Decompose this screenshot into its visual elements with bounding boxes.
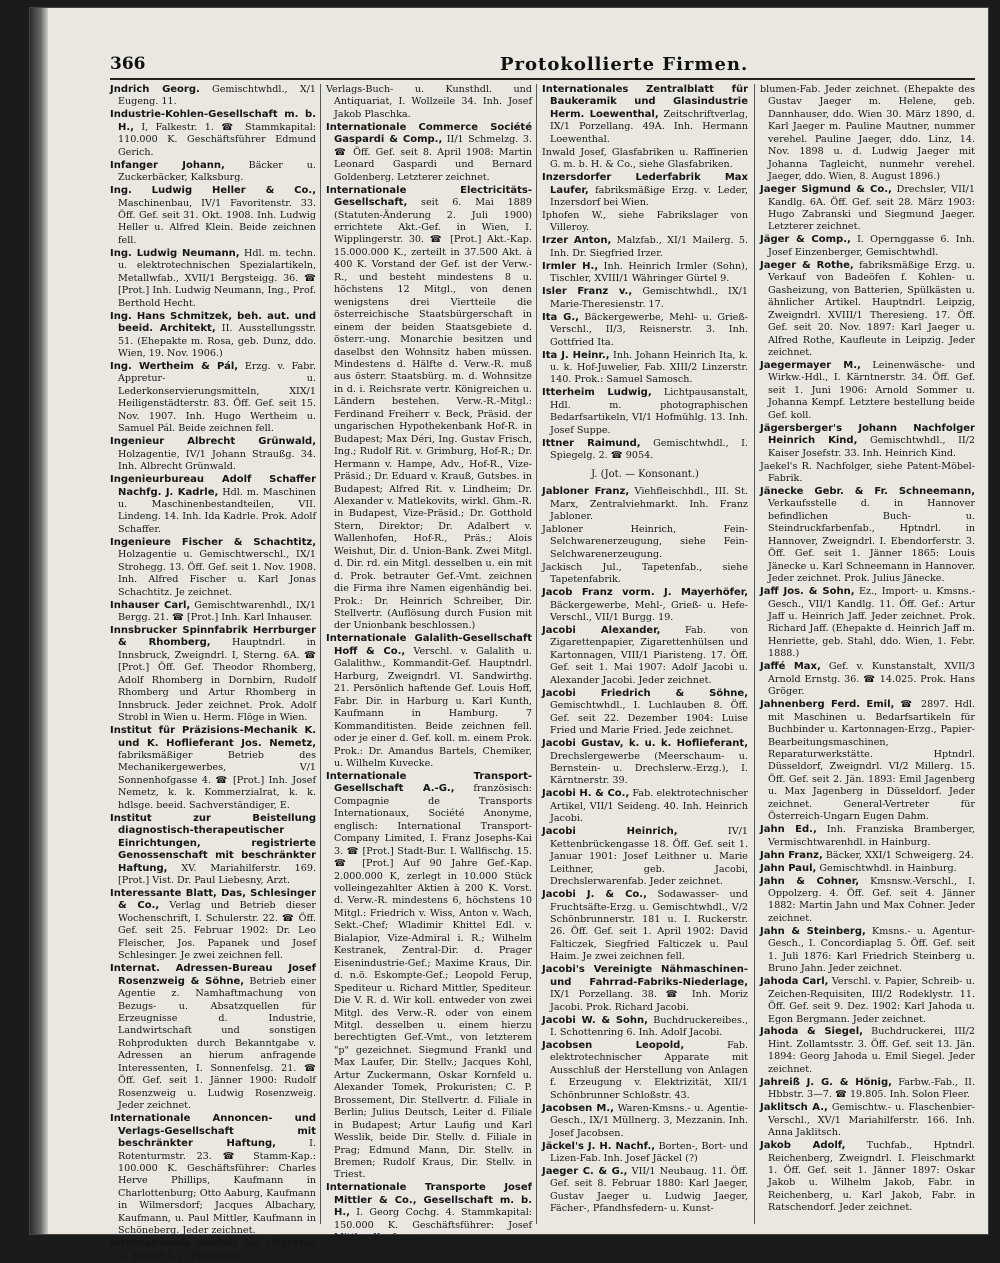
firm-name: Jacobi Alexander, <box>542 625 661 637</box>
firm-name: Ingenieur Albrecht Grünwald, <box>110 436 316 448</box>
firm-name: Ing. Ludwig Heller & Co., <box>110 185 316 197</box>
firm-details: Gemischtwhdl., I. Spiegelg. 2. ☎ 9054. <box>550 437 748 462</box>
firm-entry <box>110 537 316 599</box>
firm-entry <box>326 185 532 633</box>
firm-name: Ittner Raimund, <box>542 437 641 449</box>
firm-name: Jaklitsch A., <box>760 1102 828 1114</box>
firm-details: fabriksmäßiger Betrieb des Mechanikergewerbes, V/1 Sonnenhofgasse 4. ☎ [Prot.] Inh. Josef Nemetz, k. k. Kommerzialrat, k. k. hdlsge. beeid. Sachverständiger, E. <box>118 750 316 811</box>
firm-name: Ing. Hans Schmitzek, beh. aut. und beeid. Architekt, <box>110 310 316 335</box>
firm-entry <box>760 850 975 862</box>
firm-entry <box>110 725 316 812</box>
firm-entry <box>542 261 748 286</box>
firm-name: Jacob Franz vorm. J. Mayerhöfer, <box>542 587 748 599</box>
firm-entry <box>542 1141 748 1166</box>
firm-name: Jaegermayer M., <box>760 359 861 371</box>
firm-entry <box>760 876 975 926</box>
firm-details: Ez., Import- u. Kmsns.-Gesch., VII/1 Kandlg. 11. Öff. Gef.: Artur Jaff u. Heinrich Jaff. Jeder zeichnet. Prok. Richard Jaff. (Ehepakte d. Heinrich Jaff m. Henriette, geb. Stahl, ddo. Wien, 1. Febr. 1888.) <box>768 586 976 660</box>
firm-name: Jahn Paul, <box>760 862 817 874</box>
firm-name: Ita J. Heinr., <box>542 349 610 361</box>
firm-name: Jahn Franz, <box>760 849 823 861</box>
firm-details: ☎ 2897. Hdl. mit Maschinen u. Bedarfsartikeln für Buchbinder u. Kartonnagen-Erzg., Papier-Bearbeitungsmaschinen, Reparaturwerkstätte. Hptndrl. Düsseldorf, Zweigndrl. VI/2 Millerg. 15. Öff. Gef. seit 2. Jän. 1893: Emil Jagenberg u. Max Jagenberg in Düsseldorf. Jeder zeichnet. General-Vertreter für Österreich-Ungarn Eugen Dahm. <box>768 699 975 823</box>
firm-details: XV. Mariahilferstr. 169. [Prot.] Vist. Dr. Paul Liebesny, Arzt. <box>118 862 316 887</box>
firm-details: Jaekel's R. Nachfolger, siehe Patent-Möbel-Fabrik. <box>760 460 975 485</box>
firm-entry <box>542 438 748 463</box>
firm-details: fabriksmäßige Erzg. v. Leder, Inzersdorf bei Wien. <box>550 184 748 209</box>
firm-details: Gemischtwhdl., I. Luchlauben 8. Öff. Gef. seit 22. Dezember 1904: Luise Fried und Marie Fried. Jede zeichnet. <box>550 700 748 737</box>
firm-entry <box>760 1077 975 1102</box>
firm-details: Inh. Heinrich Irmler (Sohn), Tischler, XVIII/1 Währinger Gürtel 9. <box>550 260 748 285</box>
firm-entry <box>110 813 316 888</box>
firm-entry <box>542 387 748 437</box>
firm-name: Jäckel's J. H. Nachf., <box>542 1140 656 1152</box>
firm-name: Jahnenberg Ferd. Emil, <box>760 699 895 711</box>
firm-name: Jägersberger's Johann Nachfolger Heinrich Kind, <box>760 422 975 447</box>
firm-entry <box>110 963 316 1112</box>
firm-entry <box>326 771 532 1182</box>
firm-details: Jabloner Heinrich, Fein-Selchwarenerzeugung, siehe Fein-Selchwarenerzeugung. <box>542 523 748 560</box>
firm-name: Jacobi W. & Sohn, <box>542 1014 648 1026</box>
firm-entry <box>110 361 316 436</box>
firm-details: Fab. elektrotechnischer Apparate mit Ausschluß der Herstellung von Anlagen f. Erzeugung v. Elektrizität, XII/1 Schönbrunner Schloßstr. 43. <box>550 1039 749 1101</box>
firm-details: Gef. v. Kunstanstalt, XVII/3 Arnold Ernstg. 36. ☎ 14.025. Prok. Hans Gröger. <box>768 661 976 698</box>
firm-name: Jahn Ed., <box>760 824 817 836</box>
firm-name: Institut zur Beistellung diagnostisch-therapeutischer Einrichtungen, registrierte Genossenschaft mit beschränkter Haftung, <box>110 812 316 874</box>
firm-entry <box>110 600 316 625</box>
firm-details: französisch: Compagnie de Transports Internationaux, Société Anonyme, englisch: International Transport-Company Limited, I. Franz Josephs-Kai 3. ☎ [Prot.] Stadt-Bur. I. Wallfischg. 15. ☎ [Prot.] Auf 90 Jahre Gef.-Kap. 2.000.000 K, zerlegt in 10.000 Stück volleingezahlter Aktien à 200 K. Vorst. d. Verw.-R. mindestens 6, höchstens 10 Mitgl.: Friedrich v. Wiss, Anton v. Wach, Sekt.-Chef; Wladimir Khittel Edl. v. Bialapior, Vize-Admiral i. R.; Wilhelm Kestranek, Zentral-Dir. d. Prager Eisenindustrie-Gef.; Maxime Kraus, Dir. d. n.ö. Eskompte-Gef.; Leopold Ferup, Spediteur u. Richard Mittler, Spediteur. Die V. R. d. Wir koll. entweder von zwei Mitgl. des Verw.-R. oder von einem Mitgl. desselben u. einem hierzu berechtigten Gef.-Vmt., von letzterem "p" gezeichnet. Siegmund Frankl und Max Laufer, Dir. Stellv.; Jacques Kohl, Artur Zuckermann, Oskar Kornfeld u. Alexander Tomek, Prokuristen; C. P. Brossement, Dir. Stellvertr. d. Filiale in Berlin; Julius Deutsch, Leiter d. Filiale in Budapest; Artur Laufig und Karl Wesslik, beide Dir. Stellv. d. Filiale in Prag; Edmund Mann, Dir. Stellv. in Bremen; Rudolf Kraus, Dir. Stellv. in Triest. <box>334 783 532 1181</box>
firm-entry <box>542 147 748 172</box>
page-title: Protokollierte Firmen. <box>500 54 749 75</box>
firm-details: Bäcker u. Zuckerbäcker, Kalksburg. <box>118 159 316 184</box>
firm-entry <box>760 486 975 586</box>
firm-entry <box>542 312 748 349</box>
firm-details: Farbw.-Fab., II. Hbbstr. 3—7. ☎ 19.805. Inh. Solon Fleer. <box>768 1076 975 1101</box>
firm-details: Leinenwäsche- und Wirkw.-Hdl., I. Kärntnerstr. 34. Öff. Gef. seit 1. Juni 1906: Arnold Sommer u. Johanna Kempf. Letztere bestellung beide Gef. koll. <box>768 359 976 421</box>
firm-name: Jahoda Carl, <box>760 976 829 988</box>
firm-details: Drechsler, VII/1 Kandlg. 6A. Öff. Gef. seit 28. März 1903: Hugo Zabranski und Siegmund Jaeger. Letzterer zeichnet. <box>768 184 975 233</box>
firm-details: Erzg. v. Fabr. Appretur- u. Lederkonservierungsmitteln, XIX/1 Heiligenstädterstr. 83. Öff. Gef. seit 15. Nov. 1907. Inh. Hugo Wertheim u. Samuel Pál. Beide zeichnen fell. <box>118 360 316 435</box>
firm-name: Jaff Jos. & Sohn, <box>760 586 855 598</box>
firm-details: Hdl. m. Maschinen u. Maschinenbestandteilen, VII. Lindeng. 14. Inh. Ida Kadrle. Prok. Adolf Schaffer. <box>118 486 316 535</box>
firm-entry <box>110 436 316 473</box>
firm-details: Zeitschriftverlag, IX/1 Porzellang. 49A. Inh. Hermann Loewenthal. <box>550 108 748 145</box>
firm-entry <box>110 625 316 725</box>
firm-entry <box>542 1103 748 1140</box>
column-3 <box>542 84 748 1224</box>
firm-entry <box>542 1015 748 1040</box>
firm-details: II. Ausstellungsstr. 51. (Ehepakte m. Rosa, geb. Dunz, ddo. Wien, 19. Nov. 1906.) <box>118 323 316 360</box>
firm-entry <box>760 184 975 234</box>
firm-name: Jacobsen M., <box>542 1102 614 1114</box>
firm-name: Ingenieurbureau Adolf Schaffer Nachfg. J. Kadrle, <box>110 474 316 498</box>
firm-name: Internationale Transport-Gesellschaft A.-G., <box>326 770 532 795</box>
firm-name: Jabloner Franz, <box>542 486 630 498</box>
firm-details: Bäckergewerbe, Mehl-, Grieß- u. Hefe-Verschl., VII/1 Burgg. 19. <box>550 599 748 624</box>
firm-entry <box>760 234 975 259</box>
firm-details: I, Falkestr. 1. ☎ Stammkapital: 110.000 K. Geschäftsführer Edmund Gerich. <box>118 121 316 158</box>
firm-details: Lichtpausanstalt, Hdl. m. photographischen Bedarfsartikeln, VI/1 Hofmühlg. 13. Inh. Josef Suppe. <box>550 387 749 436</box>
firm-details: Holzagentie, IV/1 Johann Straußg. 34. Inh. Albrecht Grünwald. <box>118 448 316 473</box>
firm-details: Gemischtwhdl., II/2 Kaiser Josefstr. 33. Inh. Heinrich Kind. <box>768 435 975 459</box>
firm-name: Irzer Anton, <box>542 235 612 247</box>
firm-details: Jackisch Jul., Tapetenfab., siehe Tapetenfabrik. <box>542 561 748 586</box>
firm-entry <box>542 826 748 888</box>
firm-entry <box>542 625 748 687</box>
firm-entry <box>760 1140 975 1215</box>
firm-details: Fab. elektrotechnischer Artikel, VII/1 Seideng. 40. Inh. Heinrich Jacobi. <box>550 788 748 825</box>
firm-entry <box>542 286 748 311</box>
firm-name: Internat. Adressen-Bureau Josef Rosenzweig & Söhne, <box>110 963 316 987</box>
firm-entry <box>326 84 532 121</box>
firm-details: I. Georg Cochg. 4. Stammkapital: 150.000 K. Geschäftsführer: Josef Mittler, Kaufmann. <box>334 1207 532 1244</box>
firm-entry <box>542 210 748 235</box>
firm-entry <box>326 633 532 770</box>
firm-name: Jacobi Friedrich & Söhne, <box>542 687 748 699</box>
firm-name: Internationale Transporte Josef Mittler & Co., Gesellschaft m. b. H., <box>326 1182 532 1219</box>
firm-entry <box>542 1040 748 1102</box>
column-4 <box>760 84 975 1224</box>
firm-name: Jacobi H. & Co., <box>542 788 630 800</box>
firm-entry <box>542 788 748 825</box>
firm-name: Jäger & Comp., <box>760 234 851 246</box>
firm-details: Gemischtwarenhdl., IX/1 Bergg. 21. ☎ [Prot.] Inh. Karl Inhauser. <box>118 599 316 624</box>
firm-details: Kmsnsw.-Verschl., I. Oppolzerg. 4. Öff. Gef. seit 4. Jänner 1882: Martin Jahn und Max Cohner. Jeder zeichnet. <box>768 875 975 924</box>
firm-entry <box>760 260 975 360</box>
firm-name: Jndrich Georg. <box>110 84 200 95</box>
firm-details: Inh. Franziska Bramberger, Vermischtwarenhdl. in Hainburg. <box>768 824 975 848</box>
firm-entry <box>760 976 975 1026</box>
header-rule <box>110 78 975 80</box>
section-heading: J. (Jot. — Konsonant.) <box>591 468 699 480</box>
firm-details: IX/1 Porzellang. 38. ☎ Inh. Moriz Jacobi. Prok. Richard Jacobi. <box>550 989 748 1013</box>
firm-name: Irmler H., <box>542 260 599 272</box>
firm-details: Drechslergewerbe (Meerschaum- u. Bernstein- u. Drechslerw.-Erzg.), I. Kärntnerstr. 39. <box>550 750 748 787</box>
firm-details: Verlag und Betrieb dieser Wochenschrift, I. Schulerstr. 22. ☎ Öff. Gef. seit 25. Februar 1902: Dr. Leo Fleischer, Jos. Papanek und Josef Schlesinger. Je zwei zeichnen fell. <box>118 900 316 962</box>
firm-name: Jahn & Cohner, <box>760 875 860 887</box>
firm-entry <box>760 824 975 849</box>
firm-details: Inwald Josef, Glasfabriken u. Raffinerien G. m. b. H. & Co., siehe Glasfabriken. <box>542 146 748 171</box>
firm-entry <box>760 586 975 661</box>
firm-entry <box>110 248 316 310</box>
scanned-page <box>30 8 988 1262</box>
firm-details: Gemischtw.- u. Flaschenbier-Verschl., XV/1 Mariahilferstr. 166. Inh. Anna Jaklitsch. <box>768 1102 975 1139</box>
firm-details: fabriksmäßige Erzg. u. Verkauf von Badeöfen f. Kohlen- u. Gasheizung, von Batterien, Spülkästen u. ähnlicher Artikel. Hauptndrl. Leipzig, Zweigndrl. XVIII/1 Theresieng. 17. Öff. Gef. seit 20. Nov. 1897: Karl Jaeger u. Alfred Rothe, Kaufleute in Leipzig. Jeder zeichnet. <box>768 259 975 359</box>
firm-details: Gemischtwhdl., IX/1 Marie-Theresienstr. 17. <box>550 286 749 310</box>
firm-entry <box>110 109 316 159</box>
firm-entry <box>110 1238 316 1263</box>
firm-details: Malzfab., XI/1 Mailerg. 5. Inh. Dr. Siegfried Irzer. <box>550 235 748 259</box>
firm-entry <box>542 562 748 587</box>
firm-name: Ing. Ludwig Neumann, <box>110 247 240 259</box>
firm-entry <box>760 84 975 184</box>
firm-details: Fab. von Zigarettenpapier, Zigarettenhülsen und Kartonnagen, VIII/1 Piaristeng. 17. Öff. Gef. seit 1. Mai 1907: Adolf Jacobi u. Alexander Jacobi. Jeder zeichnet. <box>550 625 748 686</box>
firm-name: Ing. Wertheim & Pál, <box>110 360 239 372</box>
firm-entry <box>542 486 748 523</box>
firm-name: Jacobi Heinrich, <box>542 826 678 838</box>
firm-name: Jaeger C. & G., <box>542 1166 628 1178</box>
firm-name: Inzersdorfer Lederfabrik Max Laufer, <box>542 172 748 196</box>
firm-entry <box>110 1113 316 1238</box>
firm-entry <box>326 122 532 184</box>
firm-name: Internationale Electricitäts-Gesellschaft, <box>326 184 532 209</box>
firm-details: Holzagentie u. Gemischtwerschl., IX/1 Strohegg. 13. Öff. Gef. seit 1. Nov. 1908. Inh. Alfred Fischer u. Karl Jonas Schachtitz. Je zeichnet. <box>118 549 316 598</box>
firm-name: Interessante Blatt, Das, Schlesinger & Co., <box>110 888 316 912</box>
firm-entry <box>542 172 748 209</box>
firm-details: Verschl. v. Galalith u. Galalithw., Kommandit-Gef. Hauptndrl. Harburg, Zweigndrl. VI. Sandwirthg. 21. Persönlich haftende Gef. Louis Hoff, Fabr. Dir. in Harburg u. Karl Kunth, Kaufmann in Hamburg. 7 Kommanditisten. Beide zeichnen fell. oder je einer d. Gef. koll. m. einem Prok. Prok.: Dr. Amandus Bartels, Chemiker, u. Wilhelm Kuvecke. <box>334 645 532 769</box>
firm-entry <box>760 699 975 824</box>
firm-entry <box>542 524 748 561</box>
firm-name: Internationale Anstalt für Literatur u. Kunst J. J. Plaschka, <box>110 1238 316 1262</box>
firm-name: Jahreiß J. G. & Hönig, <box>760 1076 892 1088</box>
firm-details: Verschl. v. Papier, Schreib- u. Zeichen-Requisiten, III/2 Rodeklystr. 11. Öff. Gef. seit 9. Dez. 1902: Karl Jahoda u. Egon Bergmann. Jeder zeichnet. <box>768 976 975 1025</box>
column-1 <box>110 84 317 1262</box>
firm-details: Buchdruckerei, III/2 Hint. Zollamtsstr. 3. Öff. Gef. seit 13. Jän. 1894: Georg Jahoda u. Emil Siegel. Jeder zeichnet. <box>768 1026 975 1075</box>
firm-name: Jahoda & Siegel, <box>760 1026 863 1038</box>
firm-details: Betrieb einer Agentie z. Namhaftmachung von Bezugs- u. Absatzquellen für Erzeugnisse d. Industrie, Landwirtschaft und sonstigen Rohprodukten durch Bekanntgabe v. Adressen an hierum anfragende Interessenten, I. Sonnenfelsg. 21. ☎ Öff. Gef. seit 1. Jänner 1900: Rudolf Rosenzweig u. Ludwig Rosenzweig. Jeder zeichnet. <box>118 975 316 1112</box>
firm-details: II/1 Schmelzg. 3. ☎ Öff. Gef. seit 8. April 1908: Martin Leonard Gaspardi und Bernard Goldenberg. Letzterer zeichnet. <box>334 134 532 183</box>
firm-details: IV/1 Kettenbrückengasse 18. Öff. Gef. seit 1. Januar 1901: Josef Leithner u. Marie Leithner, geb. Jacobi, Drechslerwarenfab. Jeder zeichnet. <box>550 826 748 888</box>
firm-details: Kmsns.- u. Agentur-Gesch., I. Concordiaplag 5. Öff. Gef. seit 1. Juli 1876: Karl Friedrich Steinberg u. Bruno Jahn. Jeder zeichnet. <box>768 925 976 975</box>
firm-details: Hdl. m. techn. u. elektrotechnischen Spezialartikeln, Metallwfab., XVII/1 Bergsteigg. 36. ☎ [Prot.] Inh. Ludwig Neumann, Ing., Prof. Berthold Hecht. <box>118 247 316 309</box>
firm-name: Internationales Zentralblatt für Baukeramik und Glasindustrie Herm. Loewenthal, <box>542 84 748 120</box>
firm-name: Jacobsen Leopold, <box>542 1039 685 1051</box>
firm-name: Inhauser Carl, <box>110 599 191 611</box>
firm-entry <box>542 889 748 964</box>
firm-name: Ita G., <box>542 311 579 323</box>
firm-details: Buchdruckereibes., I. Schottenring 6. Inh. Adolf Jacobi. <box>550 1014 748 1039</box>
firm-details: Maschinenbau, IV/1 Favoritenstr. 33. Öff. Gef. seit 31. Okt. 1908. Inh. Ludwig Heller u. Alfred Klein. Beide zeichnen fell. <box>118 197 316 246</box>
firm-entry <box>760 1026 975 1076</box>
firm-entry <box>760 423 975 460</box>
firm-name: Internationale Annoncen- und Verlags-Gesellschaft mit beschränkter Haftung, <box>110 1113 316 1150</box>
firm-name: Jacobi J. & Co., <box>542 889 647 901</box>
firm-entry <box>542 84 748 146</box>
firm-name: Jaffé Max, <box>760 661 821 673</box>
firm-entry <box>110 185 316 247</box>
firm-name: Industrie-Kohlen-Gesellschaft m. b. H., <box>110 109 316 133</box>
firm-details: Tuchfab., Hptndrl. Reichenberg, Zweigndrl. I. Fleischmarkt 1. Öff. Gef. seit 1. Jänner 1897: Oskar Jakob u. Wilhelm Jakob, Fabr. in Reichenberg, u. Karl Jakob, Fabr. in Ratschendorf. Jeder zeichnet. <box>768 1140 975 1214</box>
firm-details: Borten-, Bort- und Lizen-Fab. Inh. Josef Jäckel (?) <box>550 1140 748 1165</box>
firm-entry <box>760 461 975 486</box>
firm-name: Jänecke Gebr. & Fr. Schneemann, <box>760 486 975 497</box>
firm-details: Bäckergewerbe, Mehl- u. Grieß-Verschl., II/3, Reisnerstr. 3. Inh. Gottfried Ita. <box>550 311 748 348</box>
firm-name: Internationale Galalith-Gesellschaft Hoff & Co., <box>326 633 532 657</box>
firm-entry <box>760 360 975 422</box>
firm-entry <box>110 474 316 536</box>
firm-name: Jakob Adolf, <box>760 1140 846 1152</box>
firm-details: Sodawasser- und Fruchtsäfte-Erzg. u. Gemischtwhdl., V/2 Schönbrunnerstr. 181 u. I. Ruckerstr. 26. Öff. Gef. seit 1. April 1902: David Falticzek, Siegfried Falticzek u. Paul Haim. Je zwei zeichnen fell. <box>550 889 749 963</box>
firm-details: Waren-Kmsns.- u. Agentie-Gesch., IX/1 Müllnerg. 3, Mezzanin. Inh. Josef Jacobsen. <box>550 1102 748 1139</box>
firm-entry <box>542 235 748 260</box>
firm-details: Gemischtwhdl. in Hainburg. <box>816 862 957 874</box>
firm-entry <box>326 1182 532 1244</box>
firm-entry <box>760 863 975 875</box>
firm-entry <box>110 84 316 109</box>
firm-name: Ingenieure Fischer & Schachtitz, <box>110 536 316 548</box>
firm-entry <box>542 350 748 387</box>
firm-entry <box>760 661 975 698</box>
firm-details: Verlags-Buch- u. Kunsthdl. und Antiquariat, I. Wollzeile 34. Inh. Josef Jakob Plaschka. <box>326 84 532 120</box>
firm-name: Infanger Johann, <box>110 159 225 171</box>
firm-name: Jacobi's Vereinigte Nähmaschinen- und Fahrrad-Fabriks-Niederlage, <box>542 964 748 988</box>
firm-name: Itterheim Ludwig, <box>542 387 652 399</box>
firm-entry <box>760 926 975 976</box>
firm-details: Bäcker, XXI/1 Schweigerg. 24. <box>822 849 974 861</box>
firm-details: I. Rotenturmstr. 23. ☎ Stamm-Kap.: 100.000 K. Geschäftsführer: Charles Herve Phillips, Kaufmann in Charlottenburg; Otto Aaburg, Kaufmann in Wilmersdorf; Jacques Albachary, Kaufmann, u. Paul Mittler, Kaufmann in Schöneberg. Jeder zeichnet. <box>118 1138 317 1237</box>
firm-details: I. Opernggasse 6. Inh. Josef Einzenberger, Gemischtwhdl. <box>768 234 975 258</box>
firm-entry <box>542 587 748 624</box>
firm-details: Gemischtwhdl., X/1 Eugeng. 11. <box>118 84 316 108</box>
firm-entry <box>760 1102 975 1139</box>
firm-name: Jaeger & Rothe, <box>760 259 854 271</box>
book-spine-shadow <box>30 8 48 1234</box>
firm-entry <box>542 688 748 738</box>
firm-entry <box>542 1166 748 1216</box>
firm-details: VII/1 Neubaug. 11. Öff. Gef. seit 8. Februar 1880: Karl Jaeger, Gustav Jaeger u. Ludwig Jaeger, Fächer-, Pfandhsfedern- u. Kunst- <box>550 1166 749 1215</box>
firm-entry <box>110 160 316 185</box>
page-number: 366 <box>110 54 146 74</box>
firm-entry <box>110 311 316 361</box>
firm-entry <box>110 888 316 963</box>
firm-name: Jacobi Gustav, k. u. k. Hoflieferant, <box>542 738 748 750</box>
firm-name: Internationale Commerce Société Gaspardi & Comp., <box>326 121 532 146</box>
firm-name: Innsbrucker Spinnfabrik Herrburger & Rhomberg, <box>110 624 316 649</box>
firm-details: Iphofen W., siehe Fabrikslager von Villeroy. <box>542 210 748 234</box>
column-2 <box>326 84 532 1244</box>
columns <box>110 84 976 1262</box>
firm-details: Inh. Johann Heinrich Ita, k. u. k. Hof-Juwelier, Fab. XIII/2 Linzerstr. 140. Prok.: Samuel Samosch. <box>550 349 748 386</box>
firm-entry <box>542 964 748 1014</box>
firm-details: seit 6. Mai 1889 (Statuten-Änderung 2. Juli 1900) errichtete Akt.-Gef. in Wien, I. Wipplingerstr. 30. ☎ [Prot.] Akt.-Kap. 15.000.000 K., zerteilt in 37.500 Akt. à 400 K. Vorstand der Gef. ist der Verw.-R., und besteht mindestens 8 u. höchstens 12 Mitgl., von denen wenigstens drei Viertteile die österreichische Staatsbürgerschaft in einem der beiden Staatsgebiete d. österr.-ung. Monarchie besitzen und daselbst den Wohnsitz haben müssen. Mindestens d. Hälfte d. Verw.-R. muß aus österr. Staatsbürg. m. d. Wohnsitze in d. i. Reichsrate vertr. Königreichen u. Ländern bestehen. Verw.-R.-Mitgl.: Ferdinand Freiherr v. Beck, Präsid. der ungarischen Hypothekenbank Hof-R. in Budapest; Max Déri, Ing. Gustav Frisch, Ing.; Rudolf Rit. v. Grimburg, Hof-R.; Dr. Hermann v. Hampe, Adv., Hof-R., Vize-Präsid.; Dr. Eduard v. Krauß, Gutsbes. in Budapest; Alfred Rit. v. Lindheim; Dr. Alexander v. Matlekovits, wirkl. Ghm.-R. in Budapest, Vize-Präsid.; Dr. Gotthold Stern, Direktor; Dr. Adalbert v. Wallenhofen, Hof-R., Präs.; Alois Weishut, Dir. d. Union-Bank. Zwei Mitgl. d. Dir. rd. ein Mitgl. desselben u. ein mit d. Prok. betrauter Gef.-Vmt. zeichnen die Firma ihre Namen eigenhändig bei. Prok.: Dr. Heinrich Schreiber, Dir. Stellvertr. (Auflösung durch Fusion mit der Unionbank beschlossen.) <box>334 197 532 632</box>
firm-details: Hauptndrl. in Innsbruck, Zweigndrl. I, Sterng. 6A. ☎ [Prot.] Öff. Gef. Theodor Rhomberg, Adolf Rhomberg in Dornbirn, Rudolf Rhomberg und Artur Rhomberg in Innsbruck. Jeder zeichnet. Prok. Adolf Strobl in Wien u. Herm. Flöge in Wien. <box>118 637 316 724</box>
firm-name: Institut für Präzisions-Mechanik K. und K. Hoflieferant Jos. Nemetz, <box>110 725 316 749</box>
firm-entry <box>542 738 748 788</box>
firm-name: Jaeger Sigmund & Co., <box>760 184 892 196</box>
firm-name: Isler Franz v., <box>542 286 633 298</box>
firm-details: blumen-Fab. Jeder zeichnet. (Ehepakte des Gustav Jaeger m. Helene, geb. Dannhauser, ddo. Wien 30. März 1890, d. Karl Jaeger m. Pauline Mautner, nummer verehel. Pauline Jaeger, ddo. Linz, 14. Nov. 1898 u. d. Ludwig Jaeger mit Johanna Tagleicht, nunmehr verehel. Jaeger, ddo. Wien, 8. August 1896.) <box>760 84 975 183</box>
firm-name: Jahn & Steinberg, <box>760 925 866 937</box>
firm-details: Verkaufsstelle d. in Hannover befindlichen Buch- u. Steindruckfarbenfab., Hptndrl. in Hannover, Zweigndrl. I. Ebendorferstr. 3. Öff. Gef. seit 1. Jänner 1865: Louis Jänecke u. Karl Schneemann in Hannover. Jeder zeichnet. Prok. Julius Jänecke. <box>768 498 975 585</box>
firm-details: Viehfleischhdl., III. St. Marx, Zentralviehmarkt. Inh. Franz Jabloner. <box>550 486 748 522</box>
